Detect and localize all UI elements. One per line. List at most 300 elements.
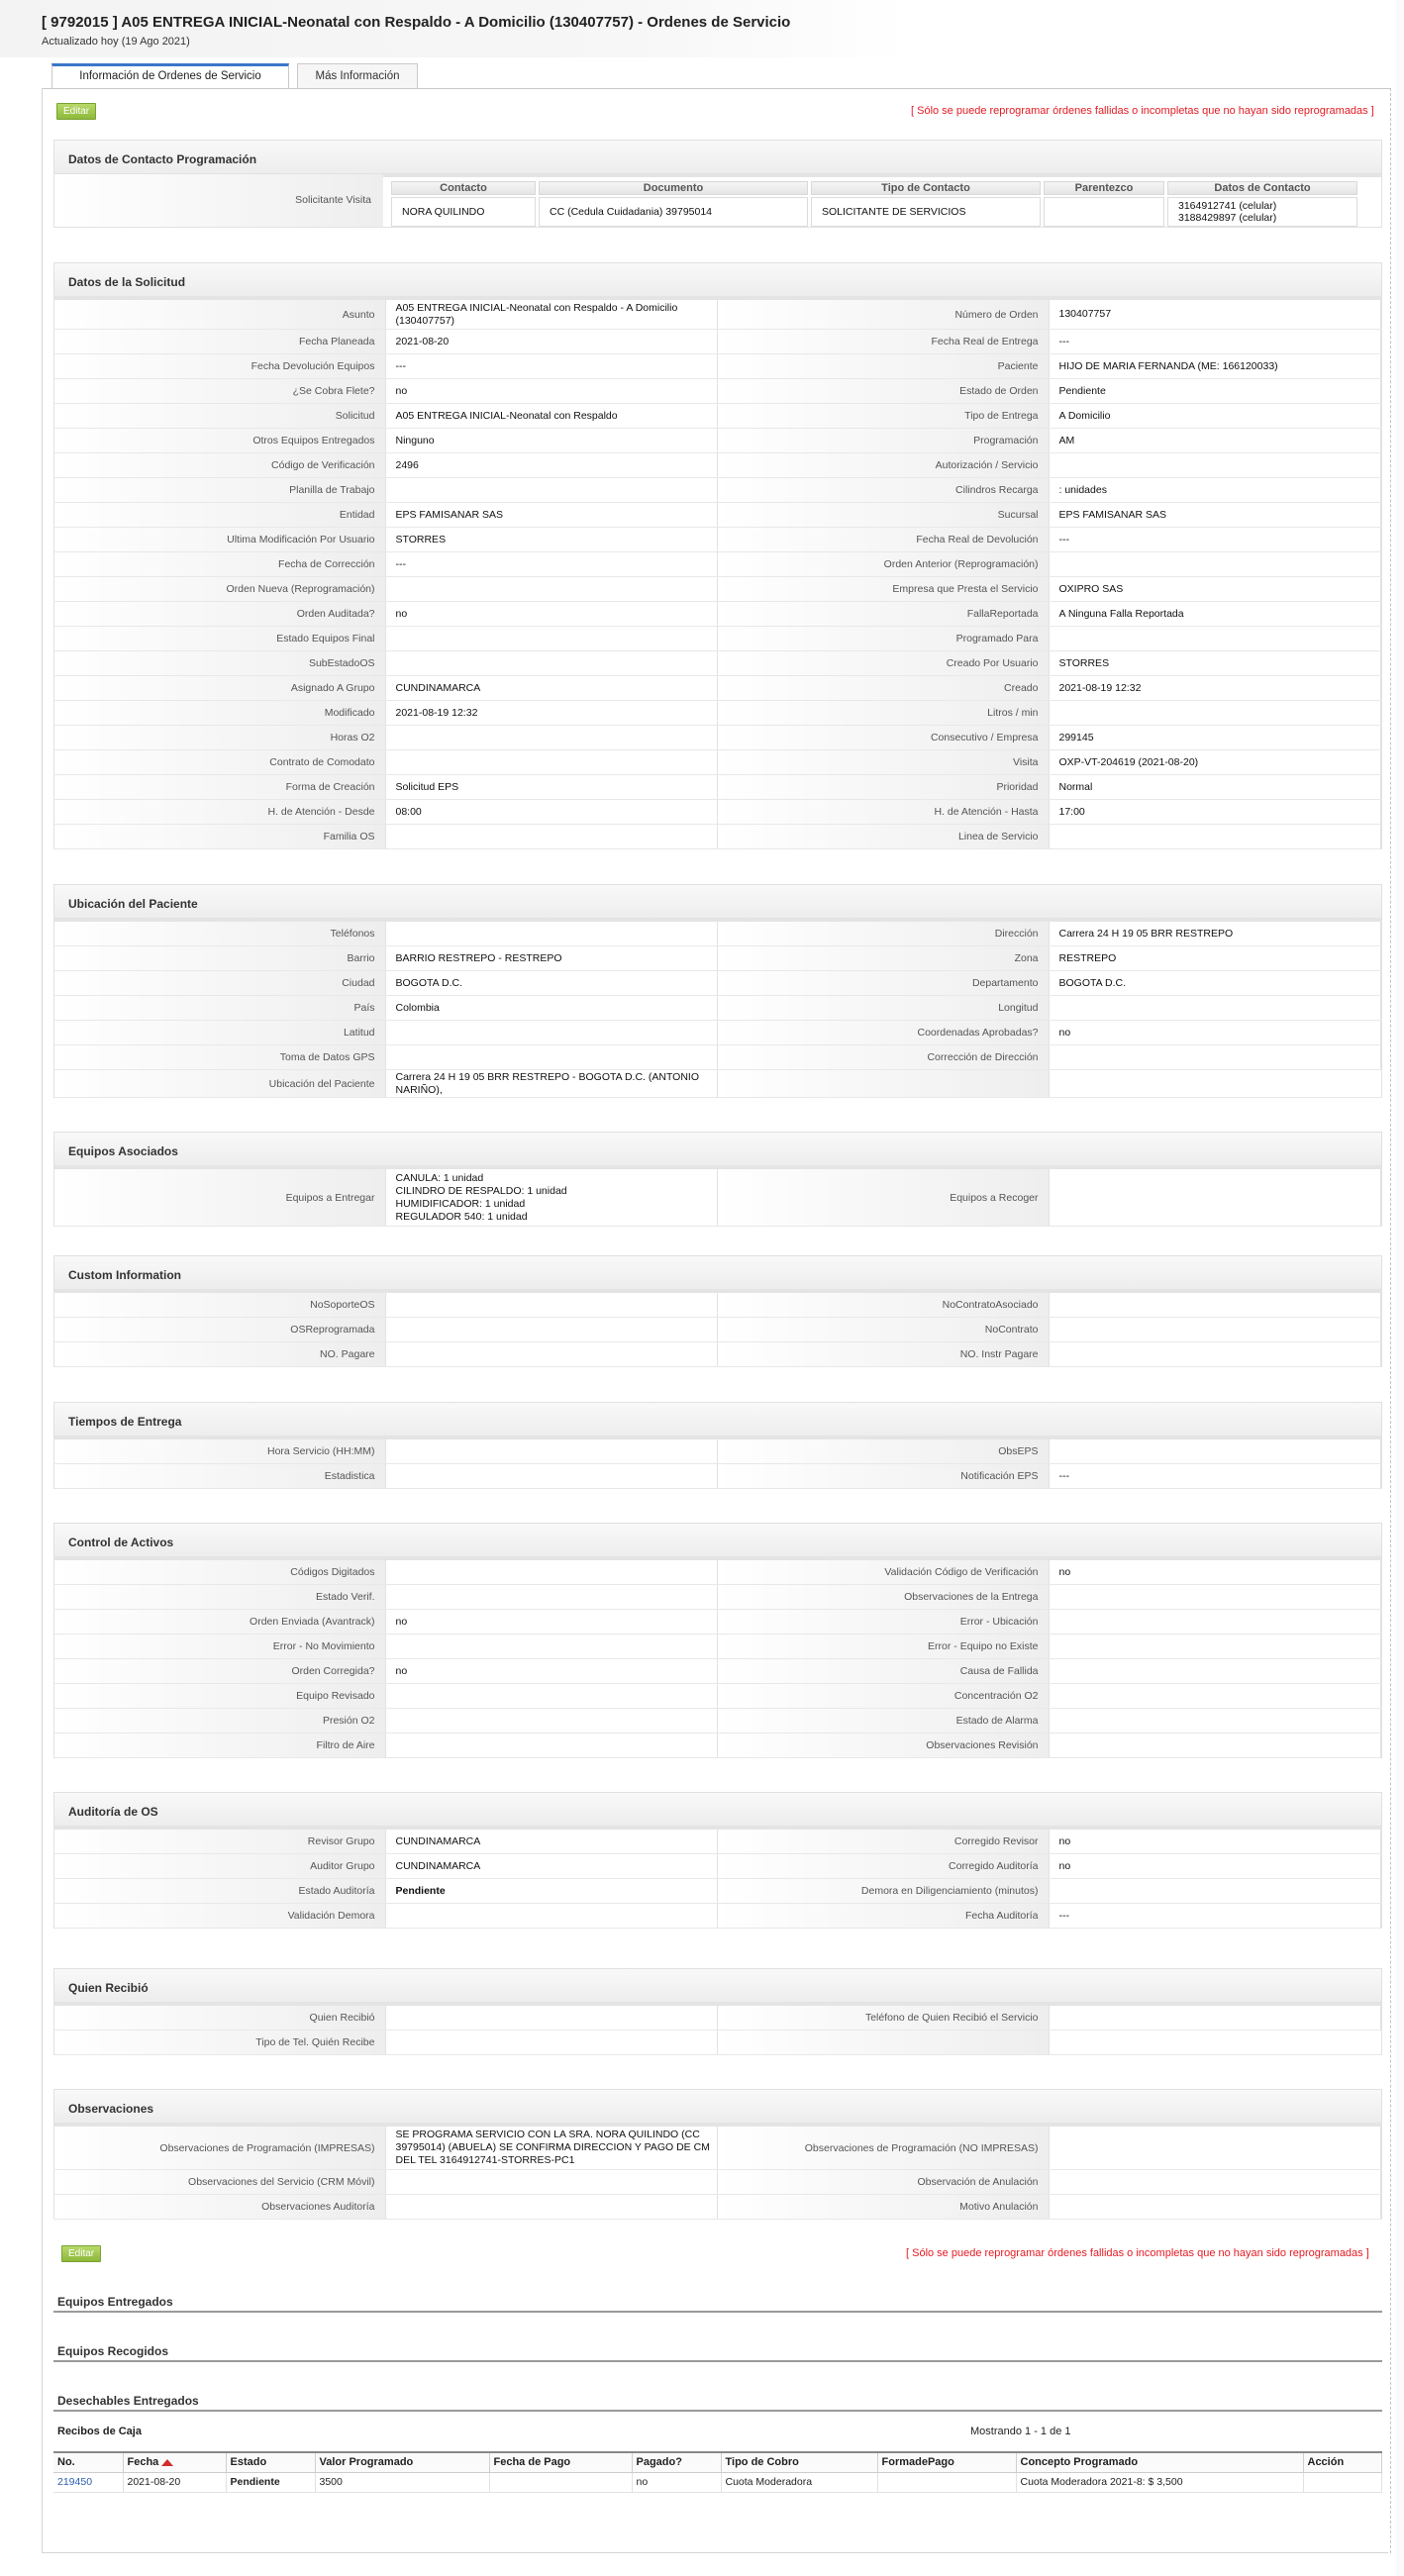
field-value-concentracion-o2 [1050,1684,1382,1708]
field-value-toma-de-datos-gps [386,1045,719,1069]
content-frame-right [1390,88,1391,2553]
field-value-familia-os [386,825,719,848]
field-value-revisor-grupo: CUNDINAMARCA [386,1830,719,1853]
field-row [53,1318,1382,1342]
field-label-no-pagare: NO. Pagare [54,1342,386,1366]
field-row [53,775,1382,800]
field-label-fecha-de-correccion: Fecha de Corrección [54,552,386,576]
field-row [53,1169,1382,1227]
field-label-longitud: Longitud [718,996,1050,1020]
field-value-telefono-de-quien-recibio-el-servicio [1050,2006,1382,2030]
field-row [53,1560,1382,1585]
field-value-asunto: A05 ENTREGA INICIAL-Neonatal con Respaldo - A Domicilio (130407757) [386,300,719,329]
field-label-tipo-de-entrega: Tipo de Entrega [718,404,1050,428]
field-row [53,627,1382,651]
field-label-empresa-que-presta-el-servicio: Empresa que Presta el Servicio [718,577,1050,601]
field-row [53,971,1382,996]
section-title: Custom Information [53,1255,1382,1293]
field-label-orden-corregida: Orden Corregida? [54,1659,386,1683]
field-value-codigos-digitados [386,1560,719,1584]
field-label-consecutivo-empresa: Consecutivo / Empresa [718,726,1050,749]
field-label-horas-o2: Horas O2 [54,726,386,749]
field-value-nocontratoasociado [1050,1293,1382,1317]
field-label-fallareportada: FallaReportada [718,602,1050,626]
field-value-estado-verif [386,1585,719,1609]
field-value-auditor-grupo: CUNDINAMARCA [386,1854,719,1878]
field-value-corregido-revisor: no [1050,1830,1382,1853]
field-value-otros-equipos-entregados: Ninguno [386,429,719,452]
field-value-h-de-atencion-desde: 08:00 [386,800,719,824]
field-label-codigo-de-verificacion: Código de Verificación [54,453,386,477]
field-value-fallareportada: A Ninguna Falla Reportada [1050,602,1382,626]
field-row [53,946,1382,971]
section-title: Datos de la Solicitud [53,262,1382,300]
field-row [53,1045,1382,1070]
section-ubicacion-del-paciente [53,884,1382,1098]
section-title: Ubicación del Paciente [53,884,1382,922]
receipt-pay-date [489,2472,632,2492]
field-value-sucursal: EPS FAMISANAR SAS [1050,503,1382,527]
field-label-nosoporteos: NoSoporteOS [54,1293,386,1317]
scrollbar-track[interactable] [1396,0,1404,2576]
field-label-asignado-a-grupo: Asignado A Grupo [54,676,386,700]
field-label-ultima-modificacion-por-usuario: Ultima Modificación Por Usuario [54,528,386,551]
reprogram-warning-top: [ Sólo se puede reprogramar órdenes fallidas o incompletas que no hayan sido reprogramadas ] [911,105,1374,117]
field-label-observaciones-de-la-entrega: Observaciones de la Entrega [718,1585,1050,1609]
field-value-fecha-auditoria: --- [1050,1904,1382,1928]
field-row [53,701,1382,726]
field-label-fecha-real-de-entrega: Fecha Real de Entrega [718,330,1050,353]
field-value-barrio: BARRIO RESTREPO - RESTREPO [386,946,719,970]
field-value-programacion: AM [1050,429,1382,452]
field-label-visita: Visita [718,750,1050,774]
field-value-equipos-a-recoger [1050,1169,1382,1226]
field-row [53,1635,1382,1659]
field-label-fecha-real-de-devolucion: Fecha Real de Devolución [718,528,1050,551]
contact-document: CC (Cedula Cuidadania) 39795014 [539,197,808,227]
section-title: Equipos Asociados [53,1132,1382,1169]
field-value-numero-de-orden: 130407757 [1050,300,1382,329]
receipt-date: 2021-08-20 [123,2472,226,2492]
field-value-tipo-de-entrega: A Domicilio [1050,404,1382,428]
field-row [53,503,1382,528]
field-row [53,1659,1382,1684]
receipt-concept: Cuota Moderadora 2021-8: $ 3,500 [1016,2472,1303,2492]
col-forma-pago[interactable] [877,2452,1016,2472]
field-label-observaciones-de-programacion-no-impresas: Observaciones de Programación (NO IMPRESAS) [718,2127,1050,2169]
field-label-telefonos: Teléfonos [54,922,386,945]
field-label-sucursal: Sucursal [718,503,1050,527]
field-row [53,1854,1382,1879]
field-row [53,354,1382,379]
field-value-direccion: Carrera 24 H 19 05 BRR RESTREPO [1050,922,1382,945]
receipts-table [53,2451,1382,2493]
section-observaciones [53,2089,1382,2220]
field-label-corregido-revisor: Corregido Revisor [718,1830,1050,1853]
field-label-notificacion-eps: Notificación EPS [718,1464,1050,1488]
field-label- [718,2031,1050,2054]
field-value-planilla-de-trabajo [386,478,719,502]
field-row [53,2006,1382,2031]
field-label-latitud: Latitud [54,1021,386,1044]
field-value-departamento: BOGOTA D.C. [1050,971,1382,995]
col-concepto-label: Concepto Programado [1020,2456,1139,2469]
field-row [53,379,1382,404]
field-row [53,1734,1382,1758]
field-value-fecha-devolucion-equipos: --- [386,354,719,378]
field-value-observaciones-de-la-entrega [1050,1585,1382,1609]
field-value-visita: OXP-VT-204619 (2021-08-20) [1050,750,1382,774]
field-row [53,577,1382,602]
col-contacto: Contacto [391,181,536,195]
field-value-observaciones-de-programacion-impresas: SE PROGRAMA SERVICIO CON LA SRA. NORA QUILINDO (CC 39795014) (ABUELA) SE CONFIRMA DIRECCION Y PAGO DE CM DEL TEL 3164912741-STORRES-PC1 [386,2127,719,2169]
contact-phones: 3164912741 (celular) 3188429897 (celular) [1167,197,1357,227]
col-tipo-cobro[interactable] [721,2452,877,2472]
field-label-validacion-demora: Validación Demora [54,1904,386,1928]
field-value-nosoporteos [386,1293,719,1317]
receipt-pay-method [877,2472,1016,2492]
field-label-equipo-revisado: Equipo Revisado [54,1684,386,1708]
col-forma-pago-label: FormadePago [881,2456,954,2469]
field-row [53,1293,1382,1318]
field-label-programacion: Programación [718,429,1050,452]
field-label-estado-de-orden: Estado de Orden [718,379,1050,403]
field-label-forma-de-creacion: Forma de Creación [54,775,386,799]
field-label-orden-nueva-reprogramacion: Orden Nueva (Reprogramación) [54,577,386,601]
field-value-observaciones-auditoria [386,2195,719,2219]
field-label-otros-equipos-entregados: Otros Equipos Entregados [54,429,386,452]
field-label-nocontrato: NoContrato [718,1318,1050,1341]
col-accion [1303,2452,1382,2472]
field-label-toma-de-datos-gps: Toma de Datos GPS [54,1045,386,1069]
field-value-error-equipo-no-existe [1050,1635,1382,1658]
field-label-telefono-de-quien-recibio-el-servicio: Teléfono de Quien Recibió el Servicio [718,2006,1050,2030]
receipts-count: Mostrando 1 - 1 de 1 [970,2426,1071,2437]
field-label-solicitud: Solicitud [54,404,386,428]
section-custom-information [53,1255,1382,1367]
field-value-validacion-demora [386,1904,719,1928]
field-value-estado-equipos-final [386,627,719,650]
field-value-error-ubicacion [1050,1610,1382,1634]
field-label-ciudad: Ciudad [54,971,386,995]
field-label-nocontratoasociado: NoContratoAsociado [718,1293,1050,1317]
field-value-estadistica [386,1464,719,1488]
field-row [53,1709,1382,1734]
field-label-paciente: Paciente [718,354,1050,378]
field-value-coordenadas-aprobadas: no [1050,1021,1382,1044]
field-value-ultima-modificacion-por-usuario: STORRES [386,528,719,551]
content-frame-left [42,88,43,2553]
section-control-de-activos [53,1523,1382,1758]
col-concepto[interactable] [1016,2452,1303,2472]
field-row [53,552,1382,577]
col-tipo-contacto: Tipo de Contacto [811,181,1041,195]
field-label-modificado: Modificado [54,701,386,725]
reprogram-warning-bottom: [ Sólo se puede reprogramar órdenes fallidas o incompletas que no hayan sido reprogramadas ] [906,2247,1369,2259]
field-value-corregido-auditoria: no [1050,1854,1382,1878]
field-value-paciente: HIJO DE MARIA FERNANDA (ME: 166120033) [1050,354,1382,378]
tab-divider [42,88,1390,89]
field-label-observaciones-revision: Observaciones Revisión [718,1734,1050,1757]
field-value-zona: RESTREPO [1050,946,1382,970]
field-row [53,996,1382,1021]
receipt-no[interactable] [53,2472,123,2492]
field-value-pais: Colombia [386,996,719,1020]
contact-relationship [1044,197,1164,227]
field-value-obseps [1050,1439,1382,1463]
section-tiempos-de-entrega [53,1402,1382,1489]
field-label-ubicacion-del-paciente: Ubicación del Paciente [54,1070,386,1097]
field-label-equipos-a-recoger: Equipos a Recoger [718,1169,1050,1226]
field-label-programado-para: Programado Para [718,627,1050,650]
page-title: [ 9792015 ] A05 ENTREGA INICIAL-Neonatal con Respaldo - A Domicilio (130407757) - Ordenes de Servicio [42,14,791,31]
field-value-empresa-que-presta-el-servicio: OXIPRO SAS [1050,577,1382,601]
equipos-entregados-title: Equipos Entregados [57,2295,173,2309]
field-label-equipos-a-entregar: Equipos a Entregar [54,1169,386,1226]
section-title: Tiempos de Entrega [53,1402,1382,1439]
field-label-fecha-devolucion-equipos: Fecha Devolución Equipos [54,354,386,378]
field-value-linea-de-servicio [1050,825,1382,848]
field-label-presion-o2: Presión O2 [54,1709,386,1733]
field-value-ciudad: BOGOTA D.C. [386,971,719,995]
section-quien-recibio [53,1968,1382,2055]
field-label-planilla-de-trabajo: Planilla de Trabajo [54,478,386,502]
field-row [53,1585,1382,1610]
field-value-quien-recibio [386,2006,719,2030]
field-label-concentracion-o2: Concentración O2 [718,1684,1050,1708]
field-value-ubicacion-del-paciente: Carrera 24 H 19 05 BRR RESTREPO - BOGOTA D.C. (ANTONIO NARIÑO), [386,1070,719,1097]
contact-block [53,173,1382,228]
field-label-familia-os: Familia OS [54,825,386,848]
edit-button-bottom[interactable]: Editar [61,2245,101,2262]
col-fecha[interactable] [123,2452,226,2472]
field-value-hora-servicio-hh-mm [386,1439,719,1463]
field-row [53,2031,1382,2055]
contact-label: Solicitante Visita [54,174,383,227]
field-label-error-equipo-no-existe: Error - Equipo no Existe [718,1635,1050,1658]
field-value-forma-de-creacion: Solicitud EPS [386,775,719,799]
field-row [53,602,1382,627]
col-estado[interactable] [226,2452,315,2472]
field-value-estado-de-alarma [1050,1709,1382,1733]
field-row [53,1342,1382,1367]
field-label- [718,1070,1050,1097]
col-no[interactable] [53,2452,123,2472]
receipt-action [1303,2472,1382,2492]
field-label-estado-equipos-final: Estado Equipos Final [54,627,386,650]
field-value-causa-de-fallida [1050,1659,1382,1683]
receipt-charge-type: Cuota Moderadora [721,2472,877,2492]
contact-table [388,179,1360,229]
field-value-estado-auditoria: Pendiente [386,1879,719,1903]
receipt-status: Pendiente [226,2472,315,2492]
receipt-amount: 3500 [315,2472,489,2492]
field-value-estado-de-orden: Pendiente [1050,379,1382,403]
updated-text: Actualizado hoy (19 Ago 2021) [42,36,190,48]
field-row [53,922,1382,946]
section-equipos-asociados [53,1132,1382,1227]
desechables-title: Desechables Entregados [57,2394,199,2408]
field-row [53,404,1382,429]
field-label-obseps: ObsEPS [718,1439,1050,1463]
field-value-observaciones-de-programacion-no-impresas [1050,2127,1382,2169]
field-label-estado-verif: Estado Verif. [54,1585,386,1609]
field-value-h-de-atencion-hasta: 17:00 [1050,800,1382,824]
field-value-programado-para [1050,627,1382,650]
sort-asc-icon [161,2459,173,2466]
edit-button-top[interactable]: Editar [56,103,96,120]
field-row [53,1021,1382,1045]
field-label-autorizacion-servicio: Autorización / Servicio [718,453,1050,477]
field-label-numero-de-orden: Número de Orden [718,300,1050,329]
field-label-osreprogramada: OSReprogramada [54,1318,386,1341]
field-value-entidad: EPS FAMISANAR SAS [386,503,719,527]
field-value-horas-o2 [386,726,719,749]
col-fecha-label: Fecha [127,2456,159,2469]
field-value-prioridad: Normal [1050,775,1382,799]
field-value- [1050,1070,1382,1097]
field-value-no-pagare [386,1342,719,1366]
field-row [53,1904,1382,1929]
tab-mas-informacion[interactable]: Más Información [297,63,418,89]
col-accion-label: Acción [1307,2456,1345,2469]
field-label-orden-enviada-avantrack: Orden Enviada (Avantrack) [54,1610,386,1634]
field-value-fecha-de-correccion: --- [386,552,719,576]
field-row [53,528,1382,552]
field-label-departamento: Departamento [718,971,1050,995]
field-value-no-instr-pagare [1050,1342,1382,1366]
field-value-presion-o2 [386,1709,719,1733]
field-row [53,478,1382,503]
field-value-orden-enviada-avantrack: no [386,1610,719,1634]
field-value-litros-min [1050,701,1382,725]
field-value-contrato-de-comodato [386,750,719,774]
field-row [53,330,1382,354]
col-datos-contacto: Datos de Contacto [1167,181,1357,195]
field-value-motivo-anulacion [1050,2195,1382,2219]
field-label-error-no-movimiento: Error - No Movimiento [54,1635,386,1658]
receipt-paid: no [632,2472,721,2492]
field-label-observacion-de-anulacion: Observación de Anulación [718,2170,1050,2194]
field-label-corregido-auditoria: Corregido Auditoría [718,1854,1050,1878]
field-label-error-ubicacion: Error - Ubicación [718,1610,1050,1634]
field-label-coordenadas-aprobadas: Coordenadas Aprobadas? [718,1021,1050,1044]
field-value-equipos-a-entregar: CANULA: 1 unidad CILINDRO DE RESPALDO: 1 unidad HUMIDIFICADOR: 1 unidad REGULADOR 540: 1 unidad [386,1169,719,1226]
field-label-se-cobra-flete: ¿Se Cobra Flete? [54,379,386,403]
col-pagado[interactable] [632,2452,721,2472]
col-estado-label: Estado [230,2456,267,2469]
field-value-fecha-planeada: 2021-08-20 [386,330,719,353]
field-value-error-no-movimiento [386,1635,719,1658]
field-row [53,676,1382,701]
field-row [53,2127,1382,2170]
field-label-entidad: Entidad [54,503,386,527]
section-title: Control de Activos [53,1523,1382,1560]
field-value-correccion-de-direccion [1050,1045,1382,1069]
content-frame-bottom [42,2552,1388,2553]
field-label-contrato-de-comodato: Contrato de Comodato [54,750,386,774]
table-row [53,2472,1382,2492]
field-value-codigo-de-verificacion: 2496 [386,453,719,477]
field-label-validacion-codigo-de-verificacion: Validación Código de Verificación [718,1560,1050,1584]
field-label-quien-recibio: Quien Recibió [54,2006,386,2030]
field-value-observacion-de-anulacion [1050,2170,1382,2194]
field-value-filtro-de-aire [386,1734,719,1757]
field-label-demora-en-diligenciamiento-minutos: Demora en Diligenciamiento (minutos) [718,1879,1050,1903]
field-label-hora-servicio-hh-mm: Hora Servicio (HH:MM) [54,1439,386,1463]
field-value-demora-en-diligenciamiento-minutos [1050,1879,1382,1903]
field-value-orden-nueva-reprogramacion [386,577,719,601]
field-label-orden-auditada: Orden Auditada? [54,602,386,626]
col-fecha-pago[interactable] [489,2452,632,2472]
contact-name: NORA QUILINDO [391,197,536,227]
col-pagado-label: Pagado? [636,2456,682,2469]
field-label-estado-auditoria: Estado Auditoría [54,1879,386,1903]
tab-informacion[interactable]: Información de Ordenes de Servicio [51,63,289,89]
field-label-asunto: Asunto [54,300,386,329]
field-label-subestadoos: SubEstadoOS [54,651,386,675]
receipt-link[interactable]: 219450 [57,2476,93,2488]
field-label-observaciones-del-servicio-crm-movil: Observaciones del Servicio (CRM Móvil) [54,2170,386,2194]
field-label-litros-min: Litros / min [718,701,1050,725]
col-no-label: No. [57,2456,75,2469]
receipts-title: Recibos de Caja [57,2426,142,2437]
field-value-cilindros-recarga: : unidades [1050,478,1382,502]
field-label-h-de-atencion-desde: H. de Atención - Desde [54,800,386,824]
field-value-telefonos [386,922,719,945]
field-row [53,300,1382,330]
field-value-validacion-codigo-de-verificacion: no [1050,1560,1382,1584]
field-label-tipo-de-tel-quien-recibe: Tipo de Tel. Quién Recibe [54,2031,386,2054]
contact-section-header [53,140,1382,177]
col-parentezco: Parentezco [1044,181,1164,195]
field-label-pais: País [54,996,386,1020]
field-row [53,2195,1382,2220]
field-label-prioridad: Prioridad [718,775,1050,799]
col-valor-label: Valor Programado [319,2456,414,2469]
field-value-tipo-de-tel-quien-recibe [386,2031,719,2054]
col-documento: Documento [539,181,808,195]
field-row [53,1830,1382,1854]
col-valor[interactable] [315,2452,489,2472]
col-tipo-cobro-label: Tipo de Cobro [725,2456,799,2469]
field-label-causa-de-fallida: Causa de Fallida [718,1659,1050,1683]
field-label-cilindros-recarga: Cilindros Recarga [718,478,1050,502]
field-label-fecha-auditoria: Fecha Auditoría [718,1904,1050,1928]
field-label-filtro-de-aire: Filtro de Aire [54,1734,386,1757]
field-value-equipo-revisado [386,1684,719,1708]
field-row [53,1684,1382,1709]
field-value-osreprogramada [386,1318,719,1341]
field-row [53,1070,1382,1098]
field-value-notificacion-eps: --- [1050,1464,1382,1488]
field-value-orden-corregida: no [386,1659,719,1683]
field-value-se-cobra-flete: no [386,379,719,403]
equipos-recogidos-title: Equipos Recogidos [57,2344,169,2358]
field-label-observaciones-auditoria: Observaciones Auditoría [54,2195,386,2219]
field-row [53,1439,1382,1464]
section-title: Observaciones [53,2089,1382,2127]
section-datos-de-la-solicitud [53,262,1382,849]
field-label-creado: Creado [718,676,1050,700]
field-label-h-de-atencion-hasta: H. de Atención - Hasta [718,800,1050,824]
field-value-longitud [1050,996,1382,1020]
field-label-codigos-digitados: Códigos Digitados [54,1560,386,1584]
field-label-no-instr-pagare: NO. Instr Pagare [718,1342,1050,1366]
field-value-consecutivo-empresa: 299145 [1050,726,1382,749]
field-row [53,429,1382,453]
field-value-modificado: 2021-08-19 12:32 [386,701,719,725]
